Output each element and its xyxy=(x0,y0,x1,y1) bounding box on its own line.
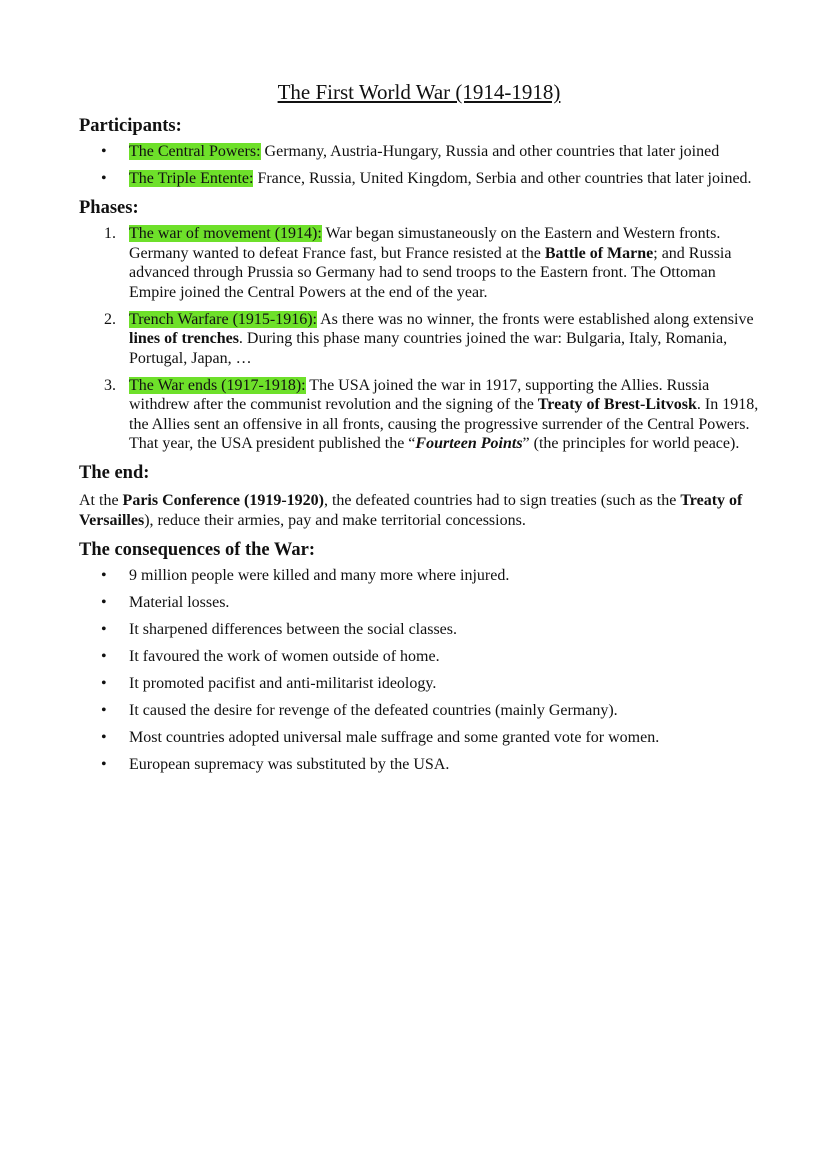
highlighted-label: The War ends (1917-1918): xyxy=(129,376,306,394)
list-number: 1. xyxy=(104,225,116,242)
item-text: . In 1918, the Allies sent an offensive in all fronts, causing the progressive surrender of the Central Powers. That year, the USA president published the “ xyxy=(129,396,759,452)
list-item xyxy=(79,701,759,721)
paragraph-text: ), reduce their armies, pay and make territorial concessions. xyxy=(144,511,526,529)
bold-term: lines of trenches xyxy=(129,330,239,347)
item-text: War began simustaneously on the Eastern and Western fronts. Germany wanted to defeat France fast, but France resisted at the xyxy=(129,225,721,262)
list-item xyxy=(79,566,759,586)
item-text: The USA joined the war in 1917, supporting the Allies. Russia withdrew after the communist revolution and the signing of the xyxy=(129,376,710,413)
bullet-icon: • xyxy=(101,729,107,746)
paragraph-text: , the defeated countries had to sign treaties (such as the xyxy=(323,492,681,509)
highlighted-label: The Central Powers: xyxy=(129,143,261,160)
list-item xyxy=(79,224,759,302)
list-item xyxy=(79,169,759,189)
highlighted-label: The war of movement (1914): xyxy=(129,225,322,242)
bullet-icon: • xyxy=(101,143,107,160)
bullet-icon: • xyxy=(101,702,107,719)
paragraph-text: At the xyxy=(79,492,123,509)
bold-term: Battle of Marne xyxy=(544,244,654,262)
bullet-icon: • xyxy=(101,567,107,584)
item-text: ” (the principles for world peace). xyxy=(522,435,740,452)
bullet-icon: • xyxy=(101,675,107,692)
item-text: ; and Russia advanced through Prussia so Germany had to send troops to the Eastern front. The Ottoman Empire joined the Central Powers at the end of the year. xyxy=(129,244,732,301)
phases-list xyxy=(79,224,759,454)
list-item xyxy=(79,310,759,369)
bullet-icon: • xyxy=(101,756,107,773)
bold-italic-term: Fourteen Points xyxy=(415,435,523,452)
item-text: It caused the desire for revenge of the defeated countries (mainly Germany). xyxy=(129,702,618,719)
list-item xyxy=(79,647,759,667)
list-item xyxy=(79,674,759,694)
highlighted-label: The Triple Entente: xyxy=(129,170,254,187)
document-page xyxy=(79,78,759,782)
list-item xyxy=(79,728,759,748)
item-text: It sharpened differences between the social classes. xyxy=(129,621,458,638)
consequences-list xyxy=(79,566,759,775)
item-text: It favoured the work of women outside of home. xyxy=(129,648,440,665)
list-item xyxy=(79,755,759,775)
end-heading: The end: xyxy=(79,463,150,483)
list-number: 3. xyxy=(104,376,116,394)
bullet-icon: • xyxy=(101,170,107,187)
item-text: It promoted pacifist and anti-militarist ideology. xyxy=(129,675,437,692)
item-text: Most countries adopted universal male suffrage and some granted vote for women. xyxy=(129,729,660,746)
list-item xyxy=(79,142,759,162)
phases-heading: Phases: xyxy=(79,198,139,218)
item-text: . During this phase many countries joined the war: Bulgaria, Italy, Romania, Portugal, Japan, … xyxy=(129,330,728,367)
bold-term: Treaty of Brest-Litvosk xyxy=(537,396,697,413)
document-title: The First World War (1914-1918) xyxy=(277,80,561,104)
item-text: 9 million people were killed and many more where injured. xyxy=(129,567,510,584)
item-text: European supremacy was substituted by the USA. xyxy=(129,756,450,773)
list-item xyxy=(79,620,759,640)
list-item xyxy=(79,593,759,613)
participants-heading: Participants: xyxy=(79,116,182,136)
list-item xyxy=(79,376,759,454)
participants-list xyxy=(79,142,759,189)
bold-term: Paris Conference (1919-1920) xyxy=(122,492,324,509)
bold-term: Treaty of Versailles xyxy=(79,492,743,529)
highlighted-label: Trench Warfare (1915-1916): xyxy=(129,310,317,328)
bullet-icon: • xyxy=(101,621,107,638)
consequences-heading: The consequences of the War: xyxy=(79,540,316,560)
item-text: France, Russia, United Kingdom, Serbia and other countries that later joined. xyxy=(253,170,752,187)
list-number: 2. xyxy=(104,310,116,328)
bullet-icon: • xyxy=(101,594,107,611)
item-text: Germany, Austria-Hungary, Russia and other countries that later joined xyxy=(260,143,720,160)
item-text: As there was no winner, the fronts were established along extensive xyxy=(317,310,754,328)
bullet-icon: • xyxy=(101,648,107,665)
end-paragraph xyxy=(79,491,759,530)
item-text: Material losses. xyxy=(129,594,230,611)
